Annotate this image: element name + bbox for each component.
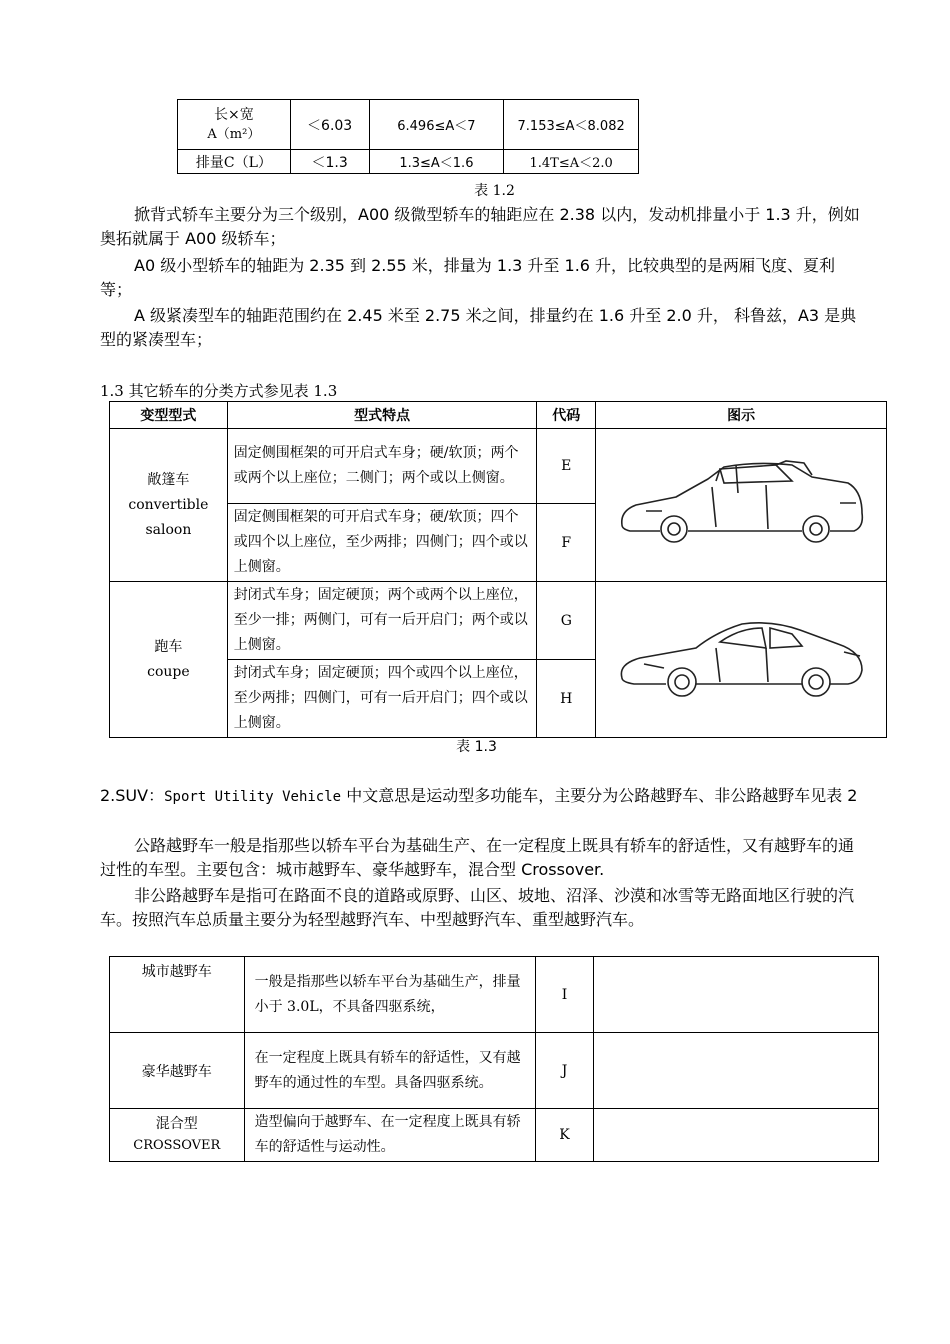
suv-illustration-cell — [594, 1033, 879, 1109]
convertible-car-illustration — [616, 453, 866, 553]
suv-description: 中文意思是运动型多功能车，主要分为公路越野车、非公路越野车见表 2 — [341, 786, 858, 805]
suv-paragraph — [100, 784, 860, 809]
table-cell-area-label — [178, 100, 291, 150]
table-cell: 7.153≤A＜8.082 — [504, 100, 639, 150]
type-description: 固定侧围框架的可开启式车身；硬/软顶；四个或四个以上座位，至少两排；四侧门；四个或以上侧窗。 — [227, 504, 537, 582]
table-caption: 表 1.3 — [456, 739, 497, 755]
table-cell: 6.496≤A＜7 — [369, 100, 504, 150]
table-header: 代码 — [537, 402, 596, 429]
suv-type-name: 豪华越野车 — [110, 1033, 245, 1109]
type-description: 封闭式车身；固定硬顶；两个或两个以上座位，至少一排；两侧门，可有一后开启门；两个或以上侧窗。 — [227, 582, 537, 660]
suv-type-code: J — [535, 1033, 594, 1109]
paragraph: A0 级小型轿车的轴距为 2.35 到 2.55 米，排量为 1.3 升至 1.6 升，比较典型的是两厢飞度、夏利等； — [100, 256, 836, 299]
coupe-cell — [110, 582, 228, 738]
type-code: E — [537, 429, 596, 504]
table-header: 图示 — [596, 402, 887, 429]
suv-type-name-line2: CROSSOVER — [133, 1138, 221, 1153]
type-code: F — [537, 504, 596, 582]
area-label-line1: 长×宽 — [214, 106, 254, 123]
type-code: G — [537, 582, 596, 660]
suv-english-name: Sport Utility Vehicle — [164, 789, 342, 805]
convertible-name-cn: 敞篷车 — [147, 471, 190, 488]
table-cell: ＜1.3 — [290, 150, 369, 174]
table-header: 型式特点 — [227, 402, 537, 429]
suv-type-name-line1: 混合型 — [155, 1116, 198, 1132]
suv-type-code: I — [535, 957, 594, 1033]
coupe-illustration-cell — [596, 582, 887, 738]
type-description: 固定侧围框架的可开启式车身；硬/软顶；两个或两个以上座位；二侧门；两个或以上侧窗。 — [227, 429, 537, 504]
coupe-name-en: coupe — [147, 663, 190, 680]
area-label-line2: A（m²） — [207, 126, 261, 142]
table-caption: 表 1.2 — [474, 183, 515, 199]
table-1-2 — [177, 99, 639, 174]
suv-type-name: 城市越野车 — [110, 957, 245, 1033]
suv-illustration-cell — [594, 957, 879, 1033]
paragraph: 非公路越野车是指可在路面不良的道路或原野、山区、坡地、沼泽、沙漠和冰雪等无路面地区行驶的汽车。按照汽车总质量主要分为轻型越野汽车、中型越野汽车、重型越野汽车。 — [100, 886, 855, 929]
convertible-name-en: saloon — [145, 521, 192, 538]
suv-illustration-cell — [594, 1109, 879, 1162]
coupe-name-cn: 跑车 — [154, 638, 183, 655]
table-cell: 1.3≤A＜1.6 — [369, 150, 504, 174]
suv-label: 2.SUV： — [100, 786, 165, 805]
suv-type-description: 一般是指那些以轿车平台为基础生产，排量小于 3.0L，不具备四驱系统， — [244, 957, 535, 1033]
paragraph: 掀背式轿车主要分为三个级别，A00 级微型轿车的轴距应在 2.38 以内，发动机排量小于 1.3 升，例如奥拓就属于 A00 级轿车； — [100, 205, 860, 248]
type-code: H — [537, 660, 596, 738]
coupe-car-illustration — [616, 608, 866, 708]
suv-type-name — [110, 1109, 245, 1162]
convertible-name-en: convertible — [128, 496, 209, 513]
convertible-illustration-cell — [596, 429, 887, 582]
table-cell-displacement-label: 排量C（L） — [178, 150, 291, 174]
table-2 — [109, 956, 879, 1162]
table-1-3 — [109, 401, 887, 738]
suv-type-description: 造型偏向于越野车、在一定程度上既具有轿车的舒适性与运动性。 — [244, 1109, 535, 1162]
section-heading: 1.3 其它轿车的分类方式参见表 1.3 — [100, 382, 338, 400]
table-header: 变型型式 — [110, 402, 228, 429]
suv-type-description: 在一定程度上既具有轿车的舒适性，又有越野车的通过性的车型。具备四驱系统。 — [244, 1033, 535, 1109]
paragraph: 公路越野车一般是指那些以轿车平台为基础生产、在一定程度上既具有轿车的舒适性，又有越野车的通过性的车型。主要包含：城市越野车、豪华越野车，混合型 Crossover. — [100, 836, 855, 879]
table-cell: 1.4T≤A＜2.0 — [504, 150, 639, 174]
type-description: 封闭式车身；固定硬顶；四个或四个以上座位，至少两排；四侧门，可有一后开启门；四个或以上侧窗。 — [227, 660, 537, 738]
convertible-cell — [110, 429, 228, 582]
paragraph: A 级紧凑型车的轴距范围约在 2.45 米至 2.75 米之间，排量约在 1.6 升至 2.0 升， 科鲁兹，A3 是典型的紧凑型车； — [100, 306, 857, 349]
table-cell: ＜6.03 — [290, 100, 369, 150]
suv-type-code: K — [535, 1109, 594, 1162]
